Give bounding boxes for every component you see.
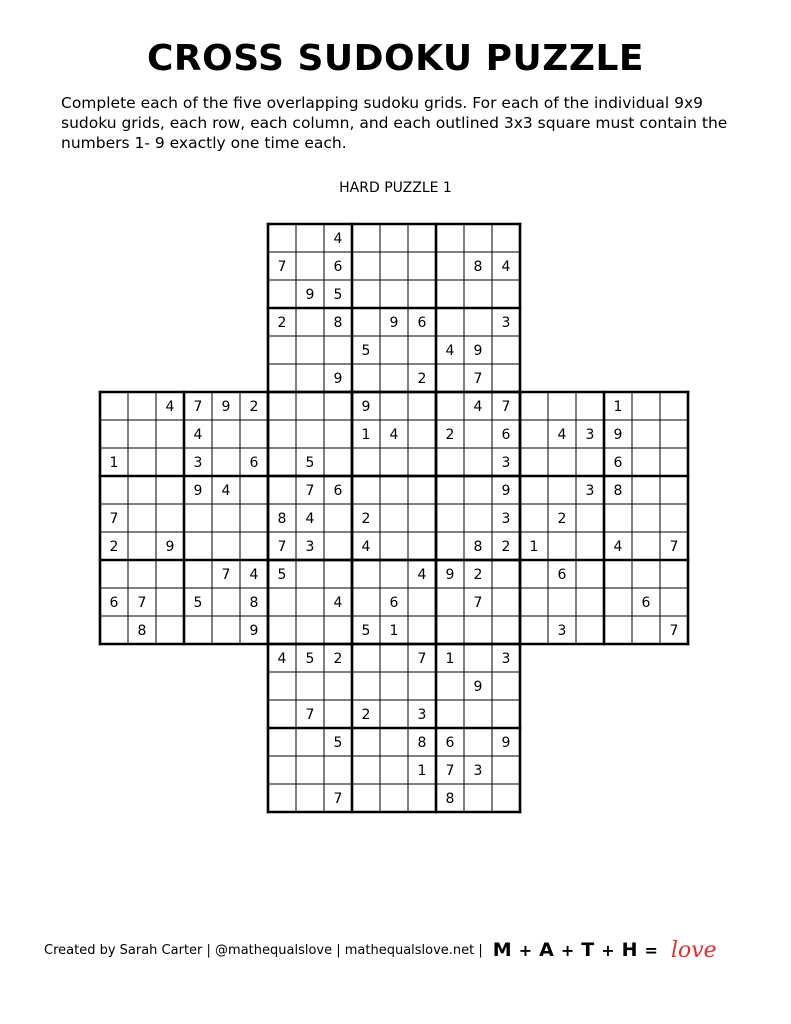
given-digit: 6 xyxy=(249,455,259,471)
given-digit: 4 xyxy=(557,427,567,443)
given-digit: 7 xyxy=(417,651,427,667)
given-digit: 6 xyxy=(389,595,399,611)
given-digit: 6 xyxy=(333,483,343,499)
given-digit: 9 xyxy=(501,735,511,751)
given-digit: 7 xyxy=(669,623,679,639)
given-digit: 8 xyxy=(417,735,427,751)
given-digit: 2 xyxy=(249,399,259,415)
given-digit: 5 xyxy=(277,567,287,583)
given-digit: 1 xyxy=(361,427,371,443)
given-digit: 9 xyxy=(473,343,483,359)
given-digit: 3 xyxy=(501,455,511,471)
given-digit: 6 xyxy=(333,259,343,275)
logo-love-script: love xyxy=(670,937,717,963)
given-digit: 6 xyxy=(445,735,455,751)
given-digit: 3 xyxy=(305,539,315,555)
given-digit: 6 xyxy=(557,567,567,583)
given-digit: 6 xyxy=(501,427,511,443)
page-title: CROSS SUDOKU PUZZLE xyxy=(146,38,645,79)
given-digit: 3 xyxy=(501,511,511,527)
given-digit: 2 xyxy=(361,707,371,723)
given-digit: 5 xyxy=(305,455,315,471)
footer xyxy=(44,938,717,962)
given-digit: 6 xyxy=(641,595,651,611)
given-digit: 7 xyxy=(109,511,119,527)
given-digit: 1 xyxy=(389,623,399,639)
given-digit: 7 xyxy=(137,595,147,611)
given-digit: 9 xyxy=(221,399,231,415)
given-digit: 1 xyxy=(613,399,623,415)
given-digit: 4 xyxy=(389,427,399,443)
given-digit: 2 xyxy=(277,315,287,331)
given-digit: 7 xyxy=(193,399,203,415)
given-digit: 7 xyxy=(333,791,343,807)
given-digit: 2 xyxy=(557,511,567,527)
given-digit: 4 xyxy=(165,399,175,415)
given-digit: 5 xyxy=(361,343,371,359)
given-digit: 5 xyxy=(333,287,343,303)
given-digit: 8 xyxy=(613,483,623,499)
given-digit: 7 xyxy=(277,259,287,275)
given-digit: 4 xyxy=(501,259,511,275)
given-digit: 3 xyxy=(417,707,427,723)
given-digit: 6 xyxy=(613,455,623,471)
given-digit: 9 xyxy=(473,679,483,695)
given-digit: 6 xyxy=(417,315,427,331)
given-digit: 6 xyxy=(109,595,119,611)
logo-letter-h: H xyxy=(621,939,638,961)
given-digit: 9 xyxy=(445,567,455,583)
given-digit: 7 xyxy=(221,567,231,583)
logo-equals: = xyxy=(644,940,658,960)
given-digit: 9 xyxy=(333,371,343,387)
given-digit: 1 xyxy=(109,455,119,471)
given-digit: 4 xyxy=(417,567,427,583)
given-digit: 9 xyxy=(389,315,399,331)
given-digit: 4 xyxy=(361,539,371,555)
logo-letter-t: T xyxy=(581,939,595,961)
given-digit: 2 xyxy=(417,371,427,387)
given-digit: 9 xyxy=(165,539,175,555)
given-digit: 8 xyxy=(445,791,455,807)
given-digit: 1 xyxy=(445,651,455,667)
given-digit: 4 xyxy=(613,539,623,555)
given-digit: 2 xyxy=(109,539,119,555)
given-digit: 4 xyxy=(193,427,203,443)
given-digit: 8 xyxy=(249,595,259,611)
given-digit: 3 xyxy=(557,623,567,639)
given-digit: 2 xyxy=(445,427,455,443)
given-digit: 4 xyxy=(249,567,259,583)
given-digit: 8 xyxy=(277,511,287,527)
given-digit: 1 xyxy=(417,763,427,779)
given-digit: 7 xyxy=(445,763,455,779)
given-digit: 9 xyxy=(305,287,315,303)
logo-letter-a: A xyxy=(539,939,554,961)
given-digit: 9 xyxy=(501,483,511,499)
logo-letter-m: M xyxy=(492,939,512,961)
given-digit: 2 xyxy=(501,539,511,555)
given-digit: 1 xyxy=(529,539,539,555)
given-digit: 5 xyxy=(333,735,343,751)
given-digit: 3 xyxy=(473,763,483,779)
given-digit: 3 xyxy=(585,483,595,499)
given-digit: 7 xyxy=(669,539,679,555)
given-digit: 4 xyxy=(333,231,343,247)
given-digit: 3 xyxy=(501,315,511,331)
given-digit: 4 xyxy=(445,343,455,359)
logo-plus: + xyxy=(518,940,533,960)
logo-plus: + xyxy=(560,940,575,960)
given-digit: 2 xyxy=(361,511,371,527)
given-digit: 7 xyxy=(305,707,315,723)
given-digit: 5 xyxy=(305,651,315,667)
given-digit: 9 xyxy=(193,483,203,499)
logo-plus: + xyxy=(601,940,615,960)
given-digit: 3 xyxy=(501,651,511,667)
math-equals-love-logo xyxy=(493,938,717,963)
given-digit: 9 xyxy=(613,427,623,443)
given-digit: 7 xyxy=(501,399,511,415)
given-digit: 3 xyxy=(193,455,203,471)
given-digit: 5 xyxy=(361,623,371,639)
given-digit: 5 xyxy=(193,595,203,611)
given-digit: 7 xyxy=(277,539,287,555)
given-digit: 8 xyxy=(333,315,343,331)
given-digit: 4 xyxy=(333,595,343,611)
instructions-text: Complete each of the five overlapping sudoku grids. For each of the individual 9x9 sudoku grids, each row, each column, and each outlined 3x3 square must contain the numbers 1- 9 exactly one time each. xyxy=(61,94,728,152)
footer-credit: Created by Sarah Carter | @mathequalslove | mathequalslove.net | xyxy=(44,942,483,958)
given-digit: 8 xyxy=(137,623,147,639)
given-digit: 7 xyxy=(473,371,483,387)
given-digit: 2 xyxy=(473,567,483,583)
given-digit: 2 xyxy=(333,651,343,667)
given-digit: 4 xyxy=(277,651,287,667)
given-digit: 4 xyxy=(305,511,315,527)
given-digit: 3 xyxy=(585,427,595,443)
puzzle-label: HARD PUZZLE 1 xyxy=(339,180,452,196)
given-digit: 8 xyxy=(473,259,483,275)
given-digit: 8 xyxy=(473,539,483,555)
given-digit: 7 xyxy=(473,595,483,611)
given-digit: 4 xyxy=(221,483,231,499)
given-digit: 9 xyxy=(361,399,371,415)
given-digit: 7 xyxy=(305,483,315,499)
given-digit: 4 xyxy=(473,399,483,415)
given-digit: 9 xyxy=(249,623,259,639)
